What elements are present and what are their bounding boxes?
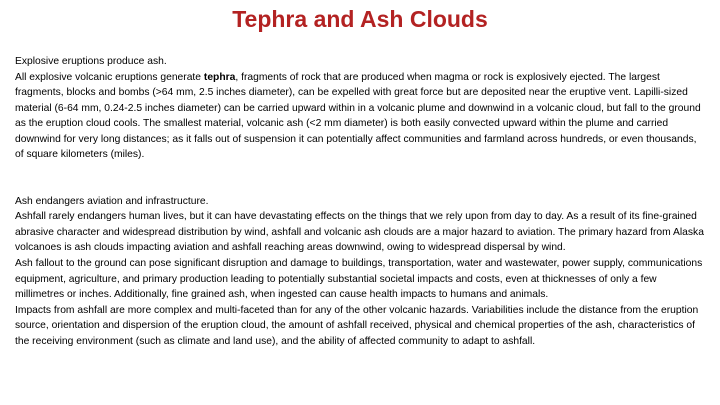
section2-para3: Impacts from ashfall are more complex and multi-faceted than for any of the other volcanic hazards. Variabilities include the distance from the eruption source, orientation and dispersion of the eruption cloud, the amount of ashfall received, physical and chemical properties of the ash, characteristics of the receiving environment (such as climate and land use), and the ability of affected community to adapt to ashfall. [15,304,699,347]
section1-body-post: , fragments of rock that are produced when magma or rock is explosively ejected. The largest fragments, blocks and bombs (>64 mm, 2.5 inches diameter), can be expelled with great force but are deposited near the eruptive vent. Lapilli-sized material (6-64 mm, 0.24-2.5 inches diameter) can be carried upward within in a volcanic plume and downwind in a volcanic cloud, but fall to the ground as the eruption cloud cools. The smallest material, volcanic ash (<2 mm diameter) is both easily convected upward within the plume and carried downwind for very long distances; as it falls out of suspension it can potentially affect communities and farmland across hundreds, or even thousands, of square kilometers (miles). [15,71,701,161]
section1-body [15,70,707,163]
slide-body [15,54,707,349]
tephra-term: tephra [203,71,236,83]
slide-title: Tephra and Ash Clouds [232,6,488,32]
section1-body-pre: All explosive volcanic eruptions generate [15,71,204,83]
section2-heading: Ash endangers aviation and infrastructure. [15,195,209,207]
section1-heading: Explosive eruptions produce ash. [15,56,167,67]
section2-para2: Ash fallout to the ground can pose significant disruption and damage to buildings, transportation, water and wastewater, power supply, communications equipment, agriculture, and primary production leading to potentially substantial societal impacts and costs, even at thicknesses of only a few millimetres or inches. Additionally, fine grained ash, when ingested can cause health impacts to humans and animals. [15,258,703,301]
section-spacer [15,163,707,194]
section2-para1: Ashfall rarely endangers human lives, but it can have devastating effects on the things that we rely upon from day to day. As a result of its fine-grained abrasive character and widespread distribution by wind, ashfall and volcanic ash clouds are a major hazard to aviation. The primary hazard from Alaska volcanoes is ash clouds impacting aviation and ashfall reaching areas downwind, owing to widespread dispersal by wind. [15,211,704,254]
